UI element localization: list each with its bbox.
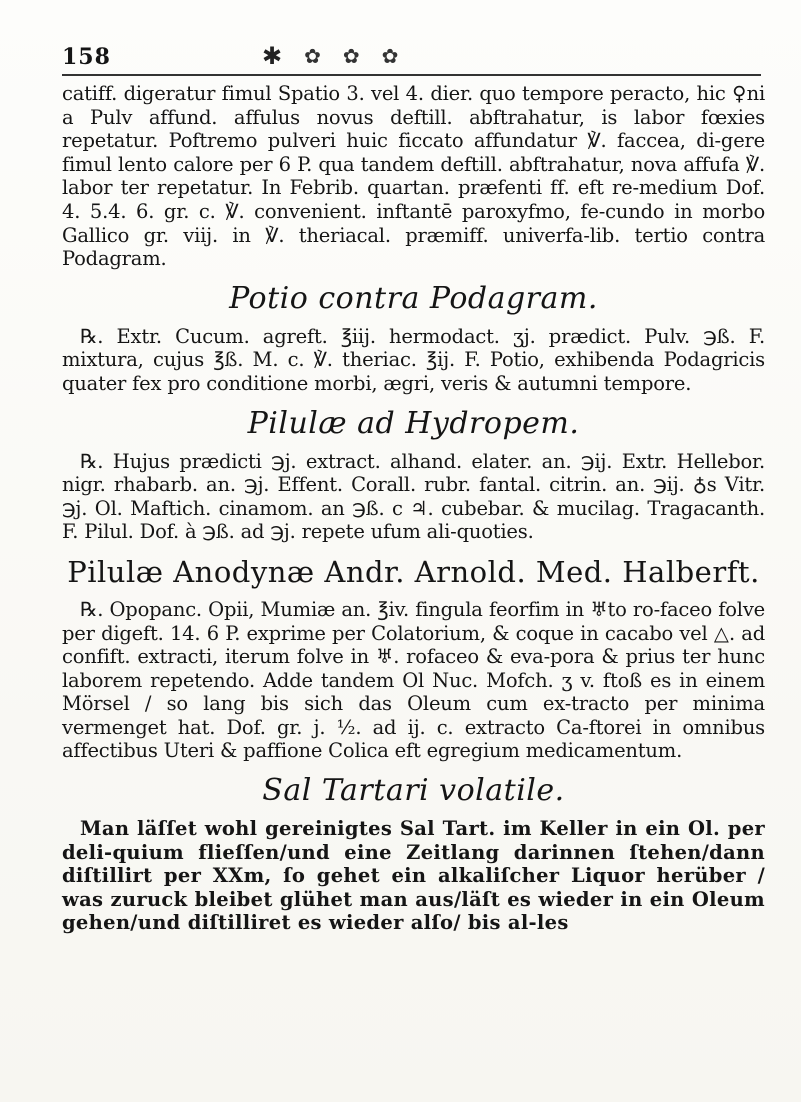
page-number: 158 <box>62 44 111 70</box>
flower-ornament-icon: ✿ <box>342 44 360 68</box>
page-header <box>62 44 761 72</box>
section-heading-pilulae-hydropem: Pilulæ ad Hydropem. <box>247 405 580 441</box>
paragraph-potio: ℞. Extr. Cucum. agreft. ℥iij. hermodact. ʒj. prædict. Pulv. ℈ß. F. mixtura, cujus ℥ß. M. c. ℣. theriac. ℥ij. F. Potio, exhibenda Podagricis quater fex pro conditione morbi, ægri, veris & autumni tempore. <box>62 324 765 395</box>
header-rule <box>62 74 761 76</box>
paragraph-pilulae-anodynae: ℞. Opopanc. Opii, Mumiæ an. ℥iv. fingula feorfim in ♅to ro-faceo folve per digeft. 14. 6 P. exprime per Colatorium, & coque in cacabo vel △. ad confift. extracti, iterum folve in ♅. rofaceo & eva-pora & prius ter hunc laborem repetendo. Adde tandem Ol Nuc. Mofch. ʒ v. ftoß es in einem Mörsel / so lang bis sich das Oleum cum ex-tracto per minima vermenget hat. Dof. gr. j. ½. ad ij. c. extracto Ca-ftorei in omnibus affectibus Uteri & paffione Colica eft egregium medicamentum. <box>62 597 765 763</box>
paragraph-pilulae-hydropem: ℞. Hujus prædicti ℈j. extract. alhand. elater. an. ℈ij. Extr. Hellebor. nigr. rhabarb. an. ℈j. Effent. Corall. rubr. fantal. citrin. an. ℈ij. ♁s Vitr. ℈j. Ol. Maftich. cinamom. an ℈ß. c ♃. cubebar. & mucilag. Tragacanth. F. Pilul. Dof. à ℈ß. ad ℈j. repete ufum ali-quoties. <box>62 449 765 544</box>
section-heading-sal-tartari: Sal Tartari volatile. <box>262 773 565 809</box>
flower-ornament-icon: ✿ <box>304 44 321 68</box>
asterisk-ornament-icon: ✱ <box>262 42 283 70</box>
flower-ornament-icon: ✿ <box>381 44 399 68</box>
section-heading-potio: Potio contra Podagram. <box>229 280 598 316</box>
paragraph-intro: catiff. digeratur fimul Spatio 3. vel 4. dier. quo tempore peracto, hic ♀ni a Pulv affund. affulus novus deftill. abftrahatur, is labor fœxies repetatur. Poftremo pulveri huic ficcato affundatur ℣. faccea, di-gere fimul lento calore per 6 P. qua tandem deftill. abftrahatur, nova affufa ℣. labor ter repetatur. In Febrib. quartan. præfenti ff. eft re-medium Dof. 4. 5.4. 6. gr. c. ℣. convenient. inftantē paroxyfmo, fe-cundo in morbo Gallico gr. viij. in ℣. theriacal. præmiff. univerfa-lib. tertio contra Podagram. <box>62 82 765 271</box>
body-text <box>62 82 765 935</box>
paragraph-sal-tartari: Man läſſet wohl gereinigtes Sal Tart. im Keller in ein Ol. per deli-quium flieſſen/und eine Zeitlang darinnen ſtehen/dann diſtillirt per XXm, ſo gehet ein alkaliſcher Liquor herüber / was zuruck bleibet glühet man aus/läſt es wieder in ein Oleum gehen/und diſtilliret es wieder alſo/ bis al-les <box>62 817 765 935</box>
section-heading-pilulae-anodynae: Pilulæ Anodynæ Andr. Arnold. Med. Halberft. <box>67 554 760 589</box>
header-ornaments <box>262 44 398 68</box>
